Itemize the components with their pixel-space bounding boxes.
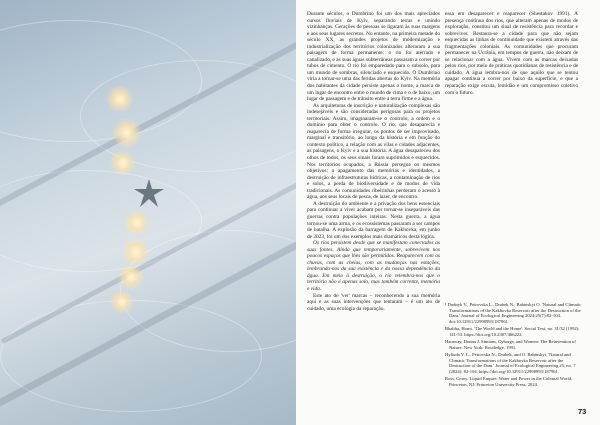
- footnotes: [445, 302, 585, 389]
- sun-reflection: [112, 118, 142, 148]
- paragraph: A destruição do ambiente e a privação dos bens essenciais para continuar a viver acabam por tornar-se inseparáveis das guerras contra populações inteiras. Nesta guerra, a água tornou-se uma arma, e os ecossistemas passaram a ser campos de batalha. A explosão da barragem de Kakhovka, em junho de 2023, foi um dos exemplos mais dramáticos desta lógica.: [307, 200, 440, 240]
- text-column-right: [445, 11, 578, 99]
- water-ripple: [0, 300, 262, 412]
- sun-reflection: [118, 264, 144, 290]
- sun-reflection: [110, 150, 136, 176]
- paragraph: Este ato de 'ver' marcas – reconhecendo a sua memória aqui e as suas intervenções que tentaram – é um ato de cuidado, uma ecologia da reparação.: [307, 292, 440, 312]
- footnote: Ross, Corey. Liquid Empire: Water and Power in the Colonial World. Princeton, NJ: Princeton University Press, 2024.: [445, 376, 573, 387]
- footnote: Haraway, Donna J. Simians, Cyborgs, and Women: The Reinvention of Nature. New York: Routledge, 1991.: [445, 339, 576, 350]
- underwater-photo: [0, 0, 296, 425]
- paragraph: As arquiteturas de inscrição e naturalização complexas são indesejáveis e são consideradas perigosas para os projetos territoriais. Assim, imaginaram-se o controlo, a ordem e o domínio para obter o controlo. O rio, que desaparecia e reaparecia de forma irregular, os pontos de ser improvisado, marginal e transitório, ao longo da história e em função do contexto político, a relação com as vilas e cidades adjacentes, as paisagens, o Kyiv e a sua história. A água desapareceu dos olhos de todos, os seus sinais foram suprimidos e esquecidos. Nos territórios ocupados, a Rússia persegue os mesmos objetivos: o apagamento das memórias e identidades, a destruição de infraestruturas hídricas, a contaminação de rios e solos, a perda de biodiversidade e de modos de vida tradicionais. As comunidades ribeirinhas perderam o acesso à água, aos seus locais de pesca, de lazer, de encontro.: [307, 102, 440, 201]
- paragraph: essa em desaparecer e reaparecer (Shestakov 1991). A presença contínua dos rios, que alteram apenas de modos de exploração, constitui um sinal de resistência para recordar e sobreviver. Restaura-se a cidade para que não sejam esquecidas as linhas de continuidade que existem através das fragmentações coloniais. As comunidades que procuram permanecer na Ucrânia, em tempos de guerra, não deixam de se relacionar com a água. Vivem com as marcas deixadas pelos rios, por meio de práticas quotidianas de resistência e de cuidado. A água lembra-nos de que aquilo que se tentou apagar continua a correr por baixo da superfície, e que a reparação exige escuta, lentidão e um compromisso coletivo com o futuro.: [445, 11, 578, 96]
- starfish-icon: [132, 178, 166, 208]
- sun-reflection: [122, 238, 150, 266]
- footnote: Hyliuda V. L., Petrovska N., Drabek, and O. Babinskyi. 'Natural and Climatic Transformations of the Kakhovka Reservoir after the Destruction of the Dam.' Journal of Ecological Engineering 25, no. 7 (2024): 82-104. https://doi.org/10.12911/22998993/187961.: [445, 351, 576, 374]
- paragraph: Durante séculos, o Dumbrino foi um dos mais apreciados cursos fluviais de Kyiv, separando terras e unindo vizinhanças. Gerações de pessoas se ligaram às suas margens e aos seus lugares secretos. No entanto, na primeira metade do século XX, as grandes projetos de modernização e industrialização dos territórios colonizados alteraram a sua paisagem de forma permanente: o rio foi aterrado e canalizado, e as suas águas subterrâneas passaram a correr por tubos de cimento. O rio foi emparedado para o subsolo, para um mundo de sombras, silenciado e esquecido. O Dumbrino viria a tornar-se uma das feridas abertas do Kyiv. Na memória dos habitantes da cidade persiste apenas o nome, a marca de um lugar de encontro entre o mundo de cima e o de baixo, um lugar de passagem e de trânsito entre a terra firme e a água.: [307, 11, 440, 103]
- italic-paragraph: Os rios persistem desde que se manifestam conectados as suas fontes. Ainda que temporariamente, sobrevivem nos poucos espaços que lhes são permitidos. Reaparecem com as chuvas, com as cheias, com as mudanças nas estações, lembrando-nos da sua existência e da nossa dependência da água. Em meio à destruição, o rio relembra-nos que o território não é apenas solo, mas também corrente, memória e vida.: [307, 240, 440, 292]
- sun-reflection: [124, 210, 150, 236]
- page-number: 73: [578, 407, 587, 416]
- footnote: ¹ Dudnyk V., Petrovska L., Drabek N., Babinskyi O. 'Natural and Climatic Transformations of the Kakhovka Reservoir after the Destruction of the Dam.' Journal of Ecological Engineering 2024;25(7):82-104. doi:10.12911/22998993/187961.: [445, 302, 582, 325]
- text-column-left: [307, 11, 440, 415]
- sun-reflection: [106, 85, 134, 113]
- footnote: Bhabha, Homi. 'The World and the Home'. Social Text, no. 31/32 (1992): 141-53. https://doi.org/10.2307/466222.: [445, 326, 580, 337]
- sun-reflection: [110, 290, 134, 314]
